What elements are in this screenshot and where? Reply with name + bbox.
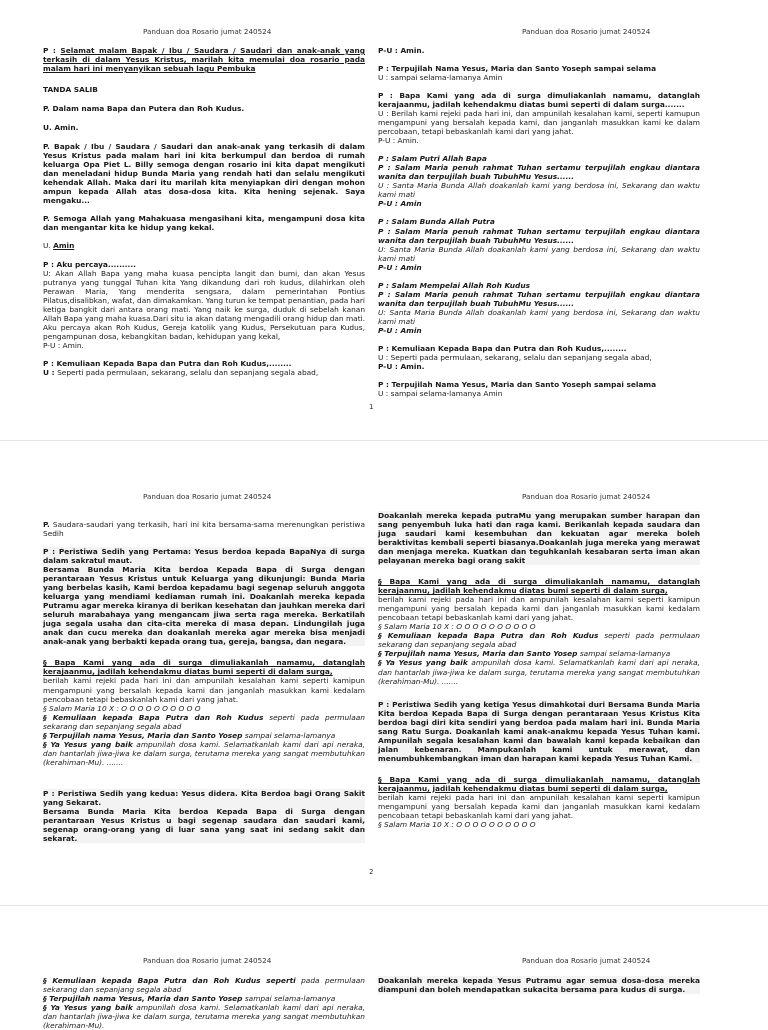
intro-text: Selamat malam Bapak / Ibu / Saudara / Saudari dan anak-anak yang terkasih di dalam Yesus Kristus, marilah kita memulai doa rosario pada malam hari ini menyanyikan sebuah lagu Pembuka	[43, 46, 365, 74]
salam-maria-line-right: § Salam Maria 10 X : O O O O O O O O O O	[378, 622, 536, 632]
mystery2-continuation	[378, 511, 700, 565]
p3-yesus-title: § Ya Yesus yang baik	[43, 1003, 133, 1013]
page-divider-1	[0, 440, 768, 441]
yesus-line-title: § Ya Yesus yang baik	[43, 739, 133, 749]
glory-be-u-lead: U :	[43, 367, 58, 377]
yesus-line-right-rest: ampunilah dosa kami. Selamatkanlah kami dari api neraka, dan hantarlah jiwa-jiwa ke dalam surga, terutama mereka yang sangat membutuhkan (kerahiman-Mu). .......	[378, 658, 700, 686]
yesus-line-rest: ampunilah dosa kami. Selamatkanlah kami dari api neraka, dan hantarlah jiwa-jiwa ke dalam surga, terutama mereka yang sangat membutuhkan (kerahiman-Mu). .......	[43, 739, 365, 767]
p3-right-block	[378, 976, 700, 994]
salam1-p: P : Salam Maria penuh rahmat Tuhan sertamu terpujilah engkau diantara wanita dan terpujilah buah TubuhMu Yesus......	[378, 163, 700, 182]
p3-glory-rest: pada permulaan sekarang dan sepanjang segala abad	[43, 976, 365, 995]
salam2-u: U: Santa Maria Bunda Allah doakanlah kami yang berdosa ini, Sekarang dan waktu kami mati	[378, 244, 700, 263]
page2-right-header: Panduan doa Rosario jumat 240524	[522, 492, 651, 501]
amin2-text: Amin	[53, 241, 75, 251]
tanda-salib-heading: TANDA SALIB	[43, 85, 98, 95]
bapa-kami-body-right-2: berilah kami rejeki pada hari ini dan ampunilah kesalahan kami seperti kamipun mengampuni yang bersalah kepada kami dan janganlah masukkan kami kedalam pencobaan tetapi bebaskanlah kami dari yang jahat.	[378, 792, 700, 820]
salam-maria-line-right-2: § Salam Maria 10 X : O O O O O O O O O O	[378, 819, 536, 829]
praise-u: U : sampai selama-lamanya Amin	[378, 73, 503, 83]
mystery-intro	[43, 520, 365, 538]
mystery2-block	[43, 789, 365, 843]
page-divider-2	[0, 905, 768, 906]
page3-left-column	[43, 976, 365, 1030]
amin-response-top: P-U : Amin.	[378, 46, 425, 55]
page2-left-column	[43, 520, 365, 843]
salam1-amin: P-U : Amin	[378, 199, 422, 209]
praise-line-rest: sampai selama-lamanya	[242, 730, 336, 740]
sign-of-cross: P. Dalam nama Bapa dan Putera dan Roh Kudus.	[43, 104, 245, 114]
salam-maria-line: § Salam Maria 10 X : O O O O O O O O O O	[43, 703, 201, 713]
praise-u-2: U : sampai selama-lamanya Amin	[378, 388, 503, 398]
praise-p-2: P : Terpujilah Nama Yesus, Maria dan Santo Yoseph sampai selama	[378, 379, 657, 389]
amin2-prefix: U.	[43, 241, 54, 251]
page3-right-column	[378, 976, 700, 994]
page-number-2: 2	[369, 868, 374, 876]
praise-line-right-rest: sampai selama-lamanya	[577, 649, 671, 659]
p3-glory-title: § Kemuliaan kepada Bapa Putra dan Roh Kudus seperti	[43, 976, 296, 985]
glory-be-amin-right: P-U : Amin.	[378, 361, 425, 371]
salam2-title: P : Salam Bunda Allah Putra	[378, 217, 495, 227]
yesus-line-right-title: § Ya Yesus yang baik	[378, 658, 468, 668]
bapa-kami-title: § Bapa Kami yang ada di surga dimuliakanlah namamu, datanglah kerajaanmu, jadilah kehendakmu diatas bumi seperti di dalam surga,	[43, 658, 365, 677]
intro-lead: P :	[43, 46, 56, 55]
glory-be-u-right: U : Seperti pada permulaan, sekarang, selalu dan sepanjang segala abad,	[378, 352, 652, 362]
opening-prayer: P. Bapak / Ibu / Saudara / Saudari dan anak-anak yang terkasih di dalam Yesus Kristus pada malam hari ini kita berkumpul dan berdoa di rumah keluarga Opa Piet L. Billy semoga dengan rosario ini kita dapat mengikuti dan meneladani hidup Bunda Maria yang rendah hati dan selalu mengikuti kehendak Allah. Maka dari itu marilah kita menyiapkan diri dengan mohon ampun kepada Allah atas dosa-dosa kita. Kita hening sejenak. Saya mengaku...	[43, 142, 365, 206]
glory-line-rest: seperti pada permulaan sekarang dan sepanjang segala abad	[43, 712, 365, 731]
glory-line-title: § Kemuliaan kepada Bapa Putra dan Roh Kudus	[43, 712, 264, 722]
glory-be-p-right: P : Kemuliaan Kepada Bapa dan Putra dan Roh Kudus,........	[378, 343, 627, 353]
salam3-p: P : Salam Maria penuh rahmat Tuhan sertamu terpujilah engkau diantara wanita dan terpujilah buah TubuhMu Yesus......	[378, 289, 700, 308]
page1-right-header: Panduan doa Rosario jumat 240524	[522, 27, 651, 36]
mystery2-title: P : Peristiwa Sedih yang kedua: Yesus didera. Kita Berdoa bagi Orang Sakit yang Sekarat.	[43, 788, 365, 807]
salam1-u: U : Santa Maria Bunda Allah doakanlah kami yang berdosa ini, Sekarang dan waktu kami mati	[378, 181, 700, 200]
praise-line	[43, 731, 365, 740]
glory-line-right-rest: seperti pada permulaan sekarang dan sepanjang segala abad	[378, 631, 700, 650]
mystery1-title: P : Peristiwa Sedih yang Pertama: Yesus berdoa kepada BapaNya di surga dalam sakratul maut.	[43, 547, 365, 566]
mystery1-block	[43, 547, 365, 646]
glory-line	[43, 713, 365, 731]
praise-line-right-title: § Terpujilah nama Yesus, Maria dan Santo Yosep	[378, 649, 578, 659]
bapa-kami-amin: P-U : Amin.	[378, 136, 419, 146]
glory-line-right	[378, 631, 700, 649]
mystery2-body: Bersama Bunda Maria Kita berdoa Kepada Bapa di Surga dengan perantaraan Yesus Kristus u bagi segenap saudara dan saudari kami, segenap orang-orang yang di luar sana yang saat ini sedang sakit dan sekarat.	[43, 806, 365, 843]
p3-praise-line	[43, 994, 365, 1003]
yesus-line	[43, 740, 365, 767]
praise-line-title: § Terpujilah nama Yesus, Maria dan Santo Yosep	[43, 730, 243, 740]
salam2-amin: P-U : Amin	[378, 262, 422, 272]
aku-percaya-title: P : Aku percaya..........	[43, 259, 136, 269]
bapa-kami-body-right: berilah kami rejeki pada hari ini dan ampunilah kesalahan kami seperti kamipun mengampuni yang bersalah kepada kami dan janganlah masukkan kami kedalam pencobaan tetapi bebaskanlah kami dari yang jahat.	[378, 595, 700, 623]
p3-glory-line	[43, 976, 365, 994]
salam1-title: P : Salam Putri Allah Bapa	[378, 154, 487, 164]
creed-text: U: Akan Allah Bapa yang maha kuasa pencipta langit dan bumi, dan akan Yesus putranya yang tunggal Tuhan kita Yang dikandung dari roh kudus, dilahirkan oleh Perawan Maria, Yang menderita sengsara, dalam pemerintahan Pontius Pilatus,disalibkan, wafat, dan dimakamkan. Yang turun ke tempat penantian, pada hari ketiga bangkit dari antara orang mati. Yang naik ke surga, duduk di sebelah kanan Allah Bapa yang maha kuasa.Dari situ ia akan datang mengadili orang hidup dan mati. Aku percaya akan Roh Kudus, Gereja katolik yang Kudus, Persekutuan para Kudus, pengampunan dosa, kebangkitan badan, kehidupan yang kekal,	[43, 268, 365, 341]
salam2-p: P : Salam Maria penuh rahmat Tuhan sertamu terpujilah engkau diantara wanita dan terpujilah buah TubuhMu Yesus......	[378, 226, 700, 245]
praise-p: P : Terpujilah Nama Yesus, Maria dan Santo Yoseph sampai selama	[378, 64, 657, 74]
mystery3-block	[378, 700, 700, 763]
glory-be-u	[43, 368, 365, 377]
bapa-kami-body: berilah kami rejeki pada hari ini dan ampunilah kesalahan kami seperti kamipun mengampuni yang bersalah kepada kami dan janganlah masukkan kami kedalam pencobaan tetapi bebaskanlah kami dari yang jahat.	[43, 676, 365, 704]
page3-left-header: Panduan doa Rosario jumat 240524	[143, 956, 272, 965]
glory-be-u-text: Seperti pada permulaan, sekarang, selalu dan sepanjang segala abad,	[57, 367, 319, 377]
mystery-intro-text: Saudara-saudari yang terkasih, hari ini kita bersama-sama merenungkan peristiwa Sedih	[43, 520, 366, 539]
amin-response-2	[43, 241, 365, 250]
yesus-line-right	[378, 658, 700, 685]
bapa-kami-p: P : Bapa Kami yang ada di surga dimuliakanlah namamu, datanglah kerajaanmu, jadilah kehendakmu diatas bumi seperti di dalam surga.......	[378, 91, 700, 110]
salam3-title: P : Salam Mempelai Allah Roh Kudus	[378, 280, 530, 290]
mystery1-body: Bersama Bunda Maria Kita berdoa Kepada Bapa di Surga dengan perantaraan Yesus Kristus untuk Keluarga yang dikunjungi: Bunda Maria yang berbelas kasih, Kami berdoa kepadamu bagi segenap seluruh anggota keluarga yang mendiami kediaman rumah ini. Doakanlah mereka kepada Putramu agar mereka kiranya di berikan kesehatan dan jauhkan mereka dari seluruh marabahaya yang mengancam jiwa serta raga mereka. Berkatilah juga segala usaha dan cita-cita mereka di masa depan. Lindungilah juga anak dan cucu mereka dan doakanlah mereka agar mereka bisa menjadi anak-anak yang berbakti kepada orang tua, gereja, bangsa, dan negara.	[43, 565, 365, 647]
p3-praise-title: § Terpujilah nama Yesus, Maria dan Santo Yosep	[43, 994, 243, 1004]
amin-response: U. Amin.	[43, 123, 79, 133]
mystery-intro-label: P.	[43, 520, 50, 529]
salam3-amin: P-U : Amin	[378, 325, 422, 335]
p3-praise-rest: sampai selama-lamanya	[242, 994, 336, 1004]
mystery3-text: P : Peristiwa Sedih yang ketiga Yesus dimahkotai duri Bersama Bunda Maria Kita berdoa Kepada Bapa di Surga dengan perantaraan Yesus Kristus Kita berdoa bagi diri kita sendiri yang berdoa pada malam hari ini. Bunda Maria sang Ratu Surga. Doakanlah kami anak-anakmu kepada Yesus Tuhan kami. Ampunilah segala kesalahan kami dan bawalah kami kepada kebaikan dan jalan kebenaran. Mampukanlah kami untuk merawat, dan menumbuhkembangkan iman dan harapan kami kepada Yesus Tuhan Kami.	[378, 699, 700, 763]
bapa-kami-u: U : Berilah kami rejeki pada hari ini, dan ampunilah kesalahan kami, seperti kamupun mengampuni yang bersalah kepada kami, dan janganlah masukkan kami ke dalam percobaan, tetapi bebaskanlah kami dari yang jahat.	[378, 109, 700, 137]
page1-left-header: Panduan doa Rosario jumat 240524	[143, 27, 272, 36]
p3-right-text: Doakanlah mereka kepada Yesus Putramu agar semua dosa-dosa mereka diampuni dan boleh mendapatkan sukacita bersama para kudus di surga.	[378, 976, 700, 995]
bapa-kami-title-right-2: § Bapa Kami yang ada di surga dimuliakanlah namamu, datanglah kerajaanmu, jadilah kehendakmu diatas bumi seperti di dalam surga,	[378, 774, 700, 793]
page-number-1: 1	[369, 403, 374, 411]
page3-right-header: Panduan doa Rosario jumat 240524	[522, 956, 651, 965]
bapa-kami-title-right: § Bapa Kami yang ada di surga dimuliakanlah namamu, datanglah kerajaanmu, jadilah kehendakmu diatas bumi seperti di dalam surga,	[378, 577, 700, 596]
glory-line-right-title: § Kemuliaan kepada Bapa Putra dan Roh Kudus	[378, 631, 599, 641]
p3-yesus-line	[43, 1003, 365, 1030]
intro-paragraph	[43, 46, 365, 73]
page1-right-column	[378, 46, 700, 398]
page2-right-column	[378, 511, 700, 829]
praise-line-right	[378, 649, 700, 658]
mystery2-cont-text: Doakanlah mereka kepada putraMu yang merupakan sumber harapan dan sang penyembuh luka hati dan raga kami. Berikanlah kepada saudara dan juga saudari kami kesembuhan dan kekuatan agar mereka boleh beraktivitas kembali seperti biasanya.Doakanlah juga mereka yang merawat dan menjaga mereka. Kuatkan dan teguhkanlah kesabaran serta iman akan pelayanan mereka bagi orang sakit	[378, 511, 700, 566]
creed-amin: P-U : Amin.	[43, 340, 84, 350]
p3-yesus-rest: ampunilah dosa kami. Selamatkanlah kami dari api neraka, dan hantarlah jiwa-jiwa ke dalam surga, terutama mereka yang sangat membutuhkan (kerahiman-Mu).	[43, 1003, 365, 1030]
glory-be-p: P : Kemuliaan Kepada Bapa dan Putra dan Roh Kudus,........	[43, 358, 292, 368]
page1-left-column	[43, 46, 365, 377]
page2-left-header: Panduan doa Rosario jumat 240524	[143, 492, 272, 501]
mercy-prayer: P. Semoga Allah yang Mahakuasa mengasihani kita, mengampuni dosa kita dan mengantar kita ke hidup yang kekal.	[43, 214, 365, 233]
salam3-u: U: Santa Maria Bunda Allah doakanlah kami yang berdosa ini, Sekarang dan waktu kami mati	[378, 307, 700, 326]
